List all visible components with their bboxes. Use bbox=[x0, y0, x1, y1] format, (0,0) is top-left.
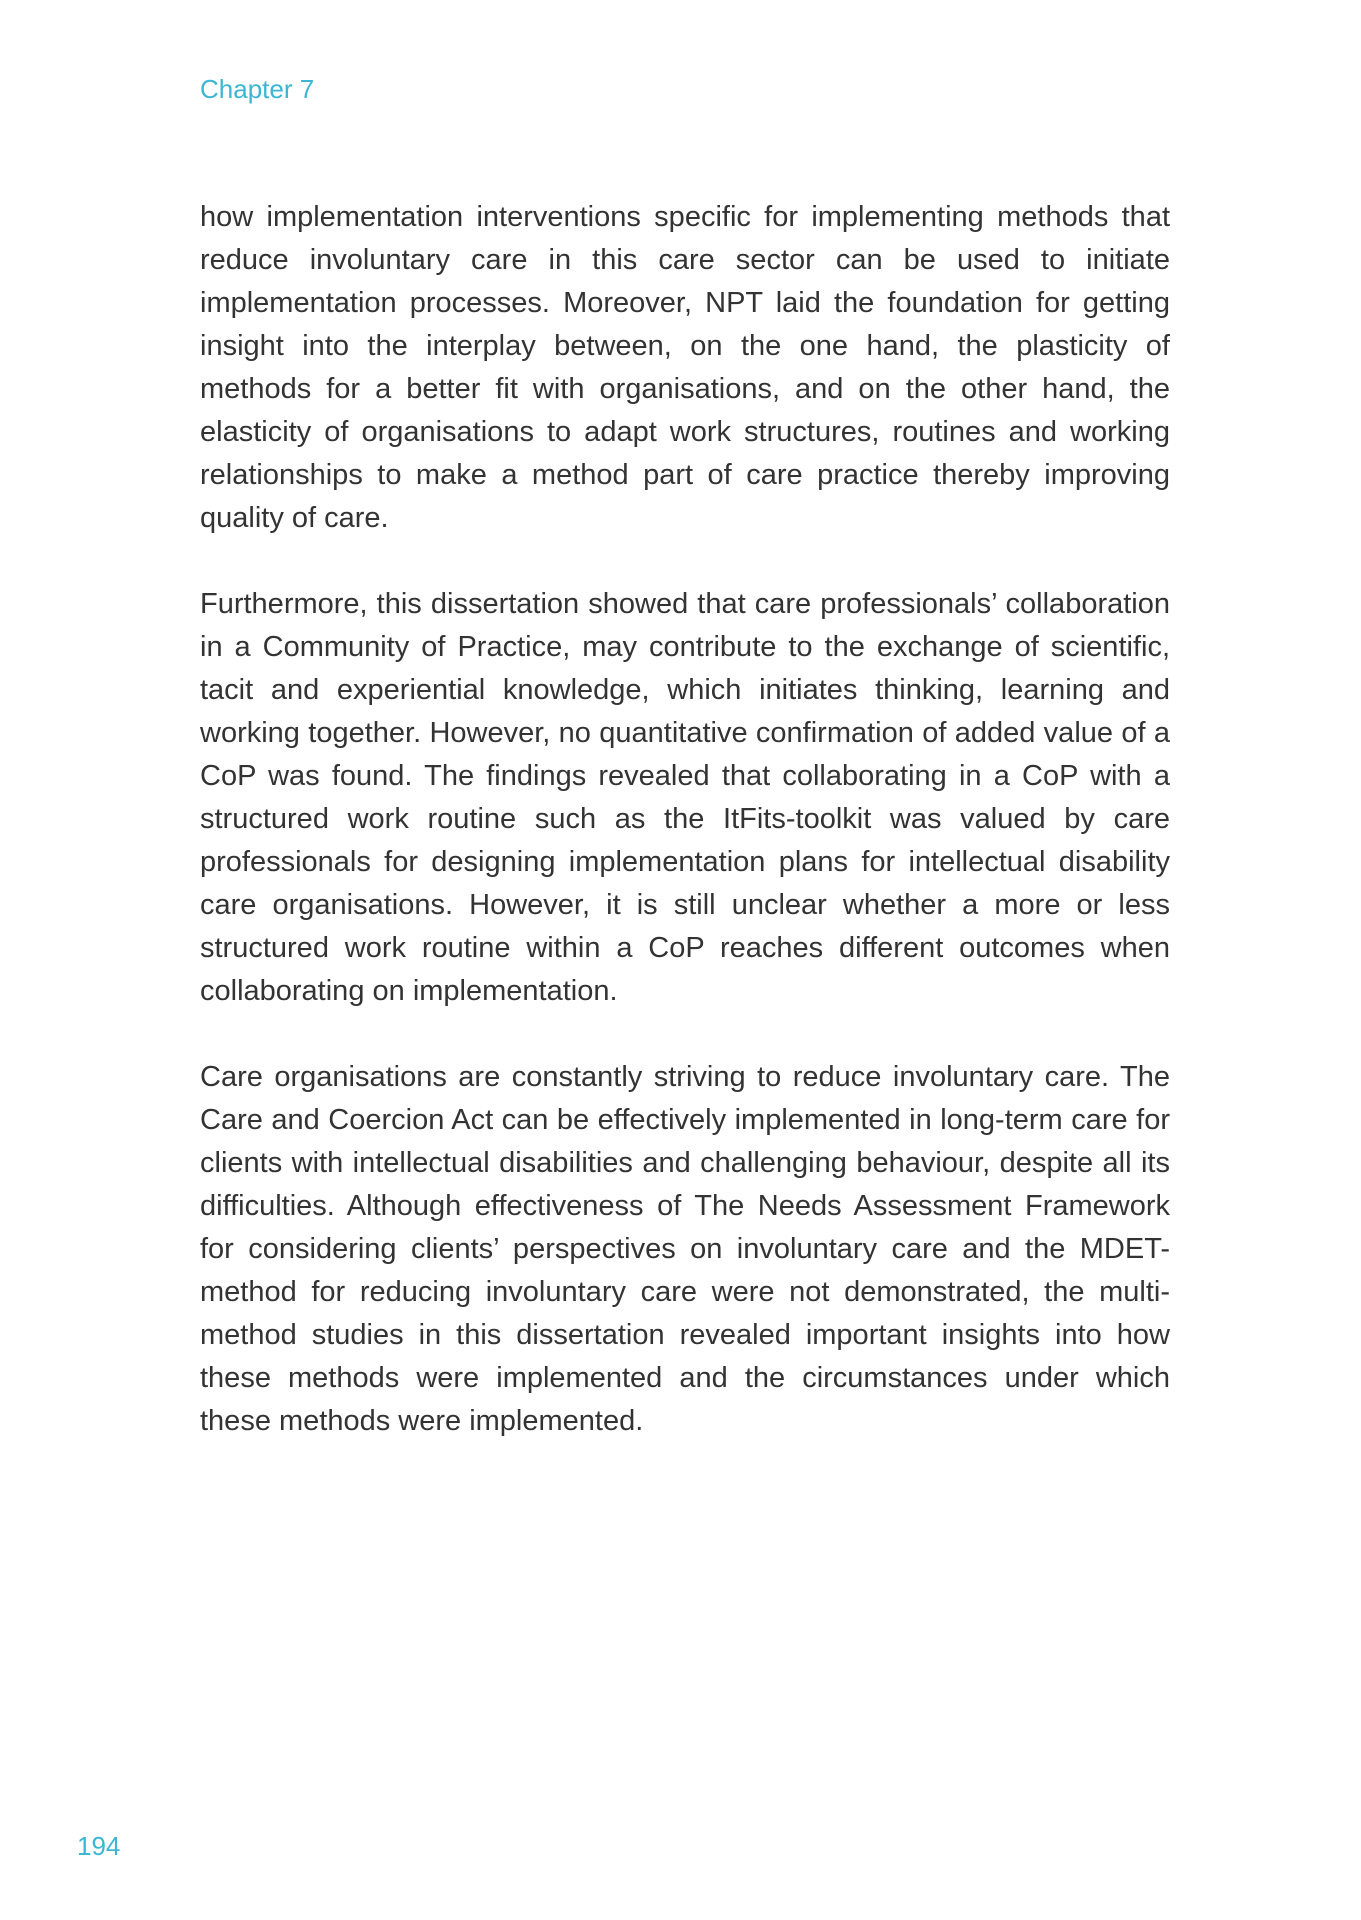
page-number: 194 bbox=[77, 1831, 121, 1861]
chapter-header: Chapter 7 bbox=[200, 74, 315, 104]
paragraph-3: Care organisations are constantly striving to reduce involuntary care. The Care and Coercion Act can be effectively implemented in long-term care for clients with intellectual disabilities and challenging behaviour, despite all its difficulties. Although effectiveness of The Needs Assessment Framework for considering clients’ perspectives on involuntary care and the MDET-method for reducing involuntary care were not demonstrated, the multi-method studies in this dissertation revealed important insights into how these methods were implemented and the circumstances under which these methods were implemented. bbox=[200, 1061, 1170, 1437]
paragraph-1: how implementation interventions specific for implementing methods that reduce involuntary care in this care sector can be used to initiate implementation processes. Moreover, NPT laid the foundation for getting insight into the interplay between, on the one hand, the plasticity of methods for a better fit with organisations, and on the other hand, the elasticity of organisations to adapt work structures, routines and working relationships to make a method part of care practice thereby improving quality of care. bbox=[200, 201, 1170, 534]
body-text bbox=[200, 196, 1170, 1486]
paragraph-2: Furthermore, this dissertation showed that care professionals’ collaboration in a Community of Practice, may contribute to the exchange of scientific, tacit and experiential knowledge, which initiates thinking, learning and working together. However, no quantitative confirmation of added value of a CoP was found. The findings revealed that collaborating in a CoP with a structured work routine such as the ItFits-toolkit was valued by care professionals for designing implementation plans for intellectual disability care organisations. However, it is still unclear whether a more or less structured work routine within a CoP reaches different outcomes when collaborating on implementation. bbox=[200, 588, 1170, 1007]
